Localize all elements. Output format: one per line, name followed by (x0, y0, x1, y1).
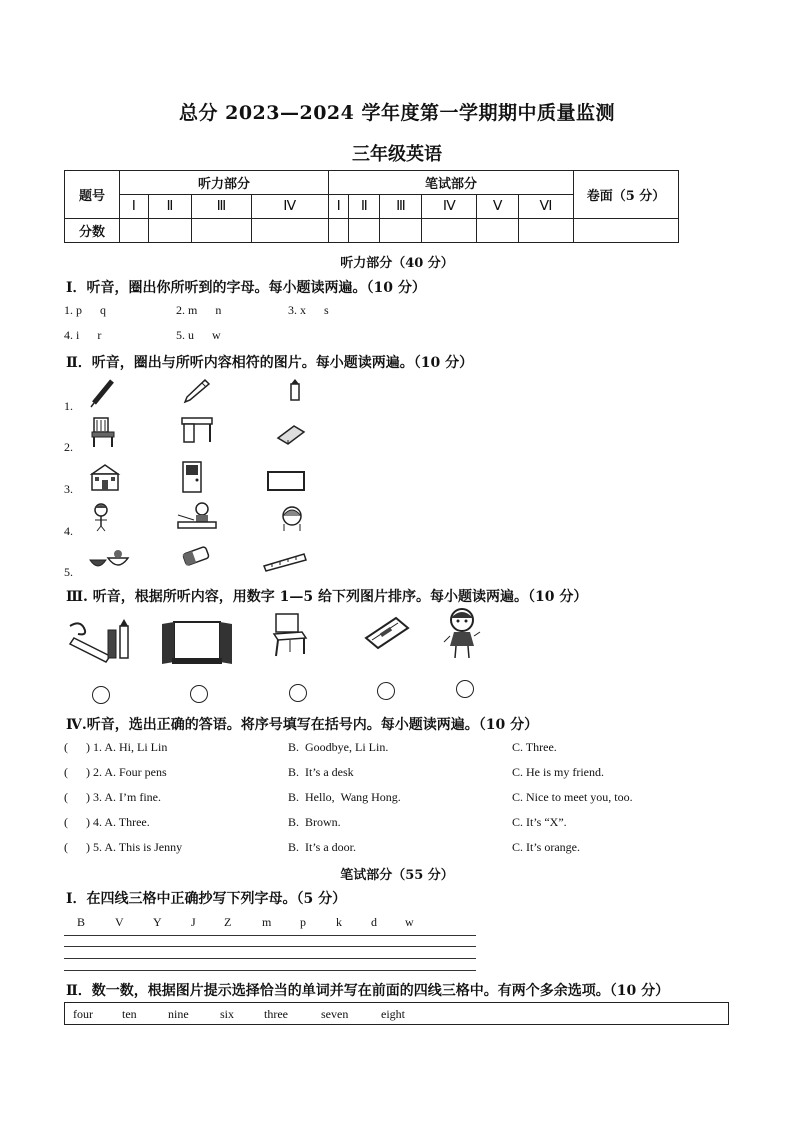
writing-col: Ⅵ (519, 195, 574, 219)
bowls-icon[interactable] (88, 548, 130, 572)
item-number: 2. (64, 440, 73, 454)
blackboard-icon[interactable] (266, 470, 306, 492)
listening-part-label: 听力部分 (120, 171, 329, 195)
word-option: ten (122, 1007, 137, 1021)
crayons-icon[interactable] (66, 616, 130, 664)
four-line-grid[interactable] (64, 935, 476, 975)
door-icon[interactable] (180, 460, 204, 494)
option-c: C. He is my friend. (512, 765, 604, 779)
writing-col: Ⅴ (477, 195, 519, 219)
item-number: 1. (64, 399, 73, 413)
writing-col: Ⅱ (349, 195, 380, 219)
word-option: nine (168, 1007, 189, 1021)
crayon-icon[interactable] (289, 378, 301, 402)
score-cell[interactable] (192, 219, 251, 243)
question-a: ( ) 5. A. This is Jenny (64, 840, 183, 854)
score-cell[interactable] (380, 219, 422, 243)
copy-letter: Z (224, 915, 232, 929)
letter-item: 2. m n (176, 303, 222, 317)
listening-col: Ⅰ (120, 195, 149, 219)
listening-section-2-title: Ⅱ．听音，圈出与所听内容相符的图片。每小题读两遍。（10 分） (66, 355, 474, 371)
window-icon[interactable] (160, 618, 234, 666)
listening-section-4-title: Ⅳ.听音，选出正确的答语。将序号填写在括号内。每小题读两遍。（10 分） (66, 717, 539, 733)
item-number: 3. (64, 482, 73, 496)
letter-item: 4. i r (64, 328, 102, 342)
score-cell[interactable] (477, 219, 519, 243)
copy-letter: Y (153, 915, 162, 929)
order-answer-circle[interactable] (190, 685, 208, 703)
question-a: ( ) 3. A. I’m fine. (64, 790, 161, 804)
copy-letter: k (336, 915, 342, 929)
order-answer-circle[interactable] (377, 682, 395, 700)
school-icon[interactable] (88, 462, 122, 492)
pencil-icon[interactable] (182, 378, 210, 404)
option-c: C. It’s “X”. (512, 815, 567, 829)
word-option: six (220, 1007, 235, 1021)
writing-section-1-title: Ⅰ．在四线三格中正确抄写下列字母。（5 分） (66, 891, 347, 907)
question-a: ( ) 1. A. Hi, Li Lin (64, 740, 168, 754)
word-option: seven (321, 1007, 349, 1021)
option-b: B. Brown. (288, 815, 341, 829)
score-cell[interactable] (148, 219, 192, 243)
question-a: ( ) 2. A. Four pens (64, 765, 167, 779)
question-number-label: 题号 (65, 171, 120, 219)
copy-letter: d (371, 915, 377, 929)
chair-big-icon[interactable] (270, 610, 308, 658)
appearance-label: 卷面（5 分） (574, 171, 679, 219)
writing-col: Ⅲ (380, 195, 422, 219)
writing-section-2-title: Ⅱ．数一数，根据图片提示选择恰当的单词并写在前面的四线三格中。有两个多余选项。（10 分） (66, 983, 670, 999)
copy-letter: p (300, 915, 306, 929)
copy-letter: w (405, 915, 414, 929)
score-cell[interactable] (120, 219, 149, 243)
option-b: B. Goodbye, Li Lin. (288, 740, 389, 754)
listening-heading: 听力部分（40 分） (340, 256, 454, 271)
teacher-icon[interactable] (174, 500, 218, 530)
score-cell[interactable] (422, 219, 477, 243)
writing-col: Ⅰ (329, 195, 349, 219)
copy-letter: J (191, 915, 196, 929)
letter-item: 3. x s (288, 303, 329, 317)
chair-icon[interactable] (88, 416, 120, 448)
pen-icon[interactable] (88, 378, 116, 408)
listening-section-1-title: Ⅰ．听音，圈出你所听到的字母。每小题读两遍。（10 分） (66, 280, 426, 296)
option-c: C. Nice to meet you, too. (512, 790, 633, 804)
desk-icon[interactable] (180, 416, 214, 444)
option-b: B. It’s a door. (288, 840, 356, 854)
score-cell[interactable] (349, 219, 380, 243)
exam-subtitle: 三年级英语 (352, 144, 442, 165)
student-icon[interactable] (278, 504, 306, 532)
word-option: three (264, 1007, 288, 1021)
option-c: C. It’s orange. (512, 840, 580, 854)
score-cell[interactable] (574, 219, 679, 243)
writing-heading: 笔试部分（55 分） (340, 868, 454, 883)
listening-col: Ⅱ (148, 195, 192, 219)
listening-col: Ⅲ (192, 195, 251, 219)
question-a: ( ) 4. A. Three. (64, 815, 150, 829)
item-number: 4. (64, 524, 73, 538)
copy-letter: V (115, 915, 124, 929)
score-table (64, 170, 679, 243)
copy-letter: B (77, 915, 86, 929)
score-cell[interactable] (519, 219, 574, 243)
score-row-label: 分数 (65, 219, 120, 243)
option-b: B. It’s a desk (288, 765, 354, 779)
copy-letter: m (262, 915, 272, 929)
letter-item: 1. p q (64, 303, 106, 317)
score-cell[interactable] (329, 219, 349, 243)
writing-part-label: 笔试部分 (329, 171, 574, 195)
option-b: B. Hello, Wang Hong. (288, 790, 401, 804)
order-answer-circle[interactable] (92, 686, 110, 704)
pencil-box-icon[interactable] (362, 612, 410, 652)
order-answer-circle[interactable] (289, 684, 307, 702)
letter-item: 5. u w (176, 328, 221, 342)
listening-section-3-title: Ⅲ. 听音，根据所听内容，用数字 1—5 给下列图片排序。每小题读两遍。（10 分） (66, 589, 588, 605)
ruler-icon[interactable] (262, 552, 308, 572)
exam-title: 总分 2023—2024 学年度第一学期期中质量监测 (179, 102, 615, 124)
eraser-icon[interactable] (180, 544, 212, 568)
item-number: 5. (64, 565, 73, 579)
score-cell[interactable] (251, 219, 329, 243)
order-answer-circle[interactable] (456, 680, 474, 698)
writing-col: Ⅳ (422, 195, 477, 219)
girl-icon[interactable] (444, 606, 480, 660)
girl-small-icon[interactable] (90, 502, 112, 532)
word-option: four (73, 1007, 93, 1021)
listening-col: Ⅳ (251, 195, 329, 219)
option-c: C. Three. (512, 740, 557, 754)
word-option: eight (381, 1007, 405, 1021)
book-icon[interactable] (276, 424, 306, 446)
